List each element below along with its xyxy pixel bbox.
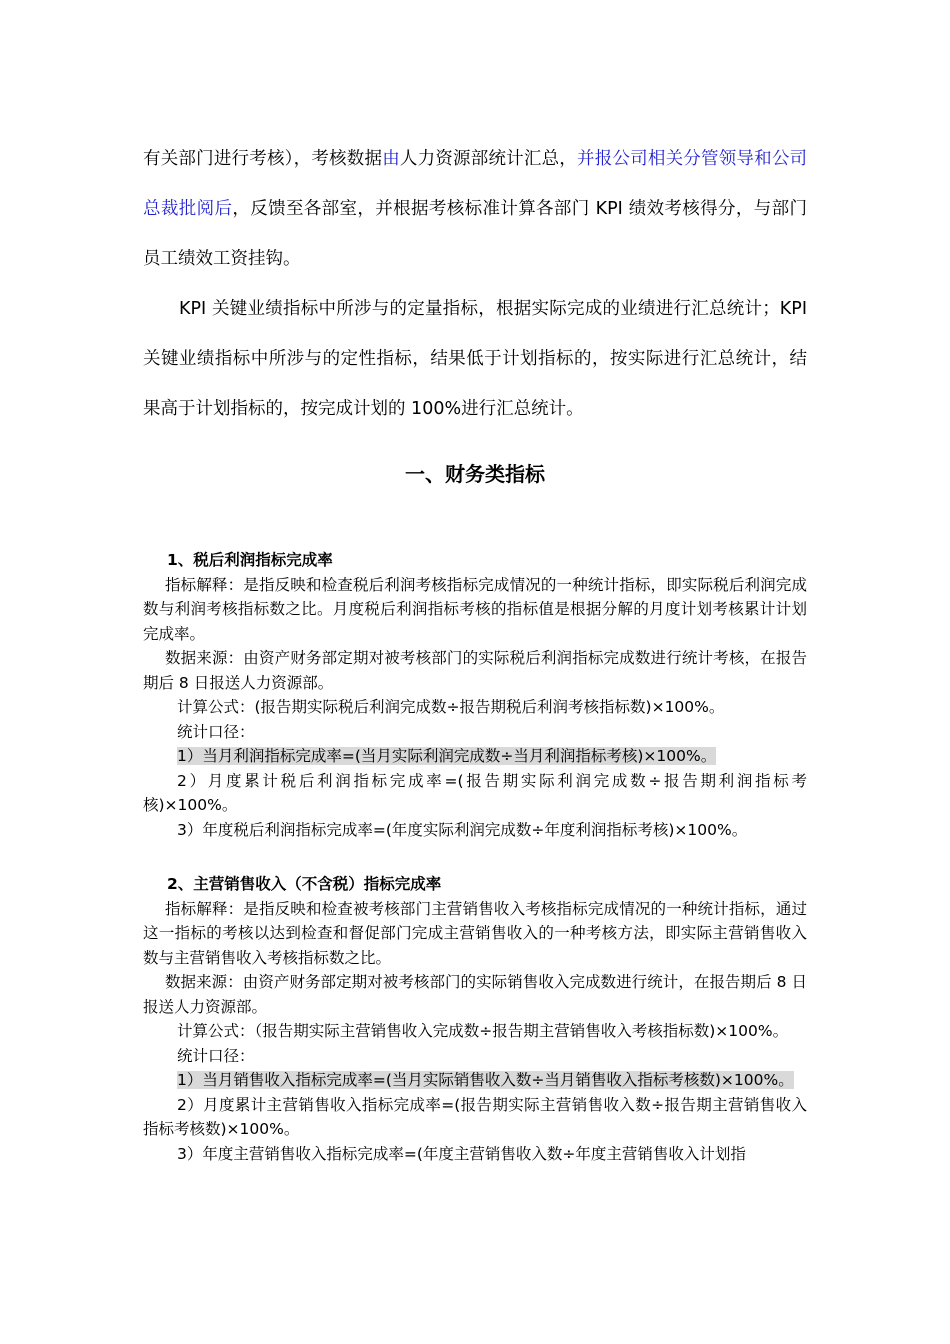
section-title: 2、主营销售收入（不含税）指标完成率 (167, 875, 442, 893)
scope-item-3: 3）年度主营销售收入指标完成率=(年度主营销售收入数÷年度主营销售收入计划指 (177, 1144, 746, 1163)
intro-text (143, 134, 807, 434)
section-after-tax-profit (143, 548, 807, 842)
scope-label: 统计口径： (177, 1046, 255, 1065)
scope-label: 统计口径： (177, 722, 255, 741)
highlighted-text: 1）当月利润指标完成率=(当月实际利润完成数÷当月利润指标考核)×100%。 (177, 747, 717, 765)
scope-item-2: 2）月度累计税后利润指标完成率=(报告期实际利润完成数÷报告期利润指标考核)×100%。 (143, 771, 807, 814)
section-title: 1、税后利润指标完成率 (167, 551, 333, 569)
scope-item-1 (143, 1068, 807, 1093)
intro-paragraph-1: 有关部门进行考核），考核数据由人力资源部统计汇总，并报公司相关分管领导和公司总裁批阅后，反馈至各部室，并根据考核标准计算各部门 KPI 绩效考核得分，与部门员工绩效工资挂钩。 (143, 149, 808, 269)
data-source: 数据来源：由资产财务部定期对被考核部门的实际税后利润指标完成数进行统计考核，在报告期后 8 日报送人力资源部。 (143, 649, 807, 692)
data-source: 数据来源：由资产财务部定期对被考核部门的实际销售收入完成数进行统计，在报告期后 8 日报送人力资源部。 (143, 973, 807, 1016)
indicator-explanation: 指标解释：是指反映和检查税后利润考核指标完成情况的一种统计指标，即实际税后利润完成数与利润考核指标数之比。月度税后利润指标考核的指标值是根据分解的月度计划考核累计计划完成率。 (143, 575, 807, 643)
section-heading: 一、财务类指标 (405, 462, 545, 486)
intro-paragraph-2: KPI 关键业绩指标中所涉与的定量指标，根据实际完成的业绩进行汇总统计；KPI 关键业绩指标中所涉与的定性指标，结果低于计划指标的，按实际进行汇总统计，结果高于计划指标的，按完成计划的 100%进行汇总统计。 (143, 299, 807, 419)
highlighted-text: 1）当月销售收入指标完成率=(当月实际销售收入数÷当月销售收入指标考核数)×100%。 (177, 1071, 794, 1089)
section-main-sales-revenue (143, 872, 807, 1166)
scope-item-2: 2）月度累计主营销售收入指标完成率=(报告期实际主营销售收入数÷报告期主营销售收入指标考核数)×100%。 (143, 1095, 807, 1138)
scope-item-3: 3）年度税后利润指标完成率=(年度实际利润完成数÷年度利润指标考核)×100%。 (177, 820, 748, 839)
scope-item-1 (143, 744, 807, 769)
formula: 计算公式：(报告期实际税后利润完成数÷报告期税后利润考核指标数)×100%。 (177, 698, 725, 716)
indicator-explanation: 指标解释：是指反映和检查被考核部门主营销售收入考核指标完成情况的一种统计指标，通过这一指标的考核以达到检查和督促部门完成主营销售收入的一种考核方法，即实际主营销售收入数与主营销售收入考核指标数之比。 (143, 899, 807, 967)
formula: 计算公式：（报告期实际主营销售收入完成数÷报告期主营销售收入考核指标数)×100%。 (177, 1022, 789, 1040)
